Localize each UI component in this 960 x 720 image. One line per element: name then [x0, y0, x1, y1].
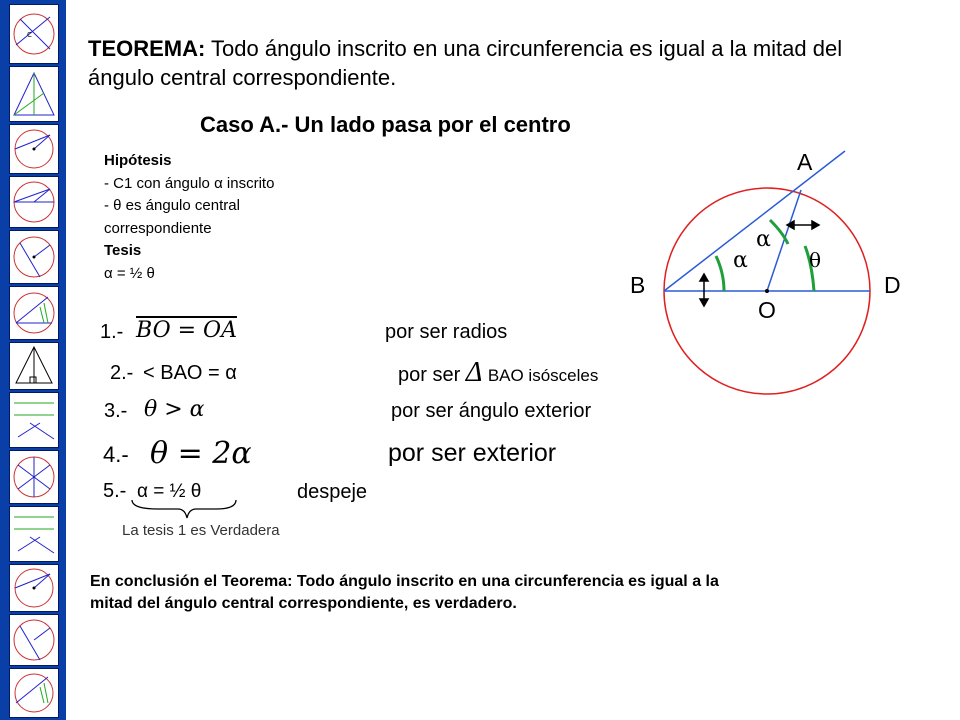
step-1-reason: por ser radios — [385, 321, 508, 343]
hypothesis-line1: - C1 con ángulo α inscrito — [104, 174, 275, 192]
theorem-text-line1: Todo ángulo inscrito en una circunferencia es igual a la mitad del — [211, 36, 843, 61]
sidebar-thumb-4[interactable] — [9, 176, 59, 228]
thesis-statement: α = ½ θ — [104, 264, 155, 282]
hypothesis-line3: correspondiente — [104, 219, 212, 237]
sidebar-thumb-5[interactable] — [9, 230, 59, 284]
label-d: D — [884, 272, 901, 298]
step-2-reason — [398, 357, 598, 389]
radius-oa — [767, 190, 801, 291]
theorem-label: TEOREMA: — [88, 36, 206, 61]
sidebar-thumb-7[interactable] — [9, 342, 59, 390]
conclusion-line1: En conclusión el Teorema: Todo ángulo inscrito en una circunferencia es igual a la — [90, 573, 719, 590]
sidebar-thumb-12[interactable] — [9, 614, 59, 666]
label-o: O — [758, 297, 776, 323]
case-title: Caso A.- Un lado pasa por el centro — [200, 112, 571, 137]
label-theta: θ — [809, 248, 822, 272]
label-alpha-a: α — [756, 227, 771, 252]
step-2-reason-post: BAO isósceles — [487, 366, 599, 385]
theorem-text-line2: ángulo central correspondiente. — [88, 65, 397, 90]
label-alpha-b: α — [733, 248, 748, 273]
geometry-figure — [620, 140, 920, 440]
step-3-number: 3.- — [104, 400, 128, 422]
step-5-number: 5.- — [103, 480, 127, 502]
alpha-arc-b — [716, 256, 724, 291]
step-2-reason-pre: por ser — [398, 364, 461, 386]
sidebar-thumb-10[interactable] — [9, 506, 59, 562]
conclusion — [90, 571, 719, 615]
curly-brace — [130, 498, 240, 520]
label-a: A — [797, 149, 813, 175]
hypothesis-line2: - θ es ángulo central — [104, 197, 240, 214]
step-2-number: 2.- — [110, 362, 134, 384]
step-4-reason: por ser exterior — [388, 439, 557, 467]
sidebar-thumb-13[interactable] — [9, 668, 59, 718]
sidebar-thumb-2[interactable] — [9, 66, 59, 122]
hypothesis-heading: Hipótesis — [104, 152, 172, 169]
sidebar — [0, 0, 66, 720]
conclusion-line2: mitad del ángulo central correspondiente, es verdadero. — [90, 595, 517, 612]
step-5-expression: α = ½ θ — [137, 481, 202, 502]
step-4-expression: θ = 2α — [150, 436, 252, 471]
thesis-heading: Tesis — [104, 242, 142, 259]
theorem-statement — [88, 34, 842, 92]
sidebar-thumb-8[interactable] — [9, 392, 59, 448]
hypothesis-block — [104, 150, 274, 285]
step-3-reason: por ser ángulo exterior — [391, 400, 592, 422]
step-3-expression: θ > α — [144, 397, 205, 422]
sidebar-thumb-3[interactable] — [9, 124, 59, 174]
svg-text:C: C — [27, 31, 32, 39]
step-2-expression: < BAO = α — [143, 362, 237, 384]
step-1-number: 1.- — [100, 321, 124, 343]
double-arrow-b — [700, 274, 708, 306]
sidebar-thumb-9[interactable] — [9, 450, 59, 504]
center-point — [765, 289, 769, 293]
sidebar-thumb-11[interactable] — [9, 564, 59, 612]
brace-note: La tesis 1 es Verdadera — [122, 522, 280, 539]
triangle-symbol: Δ — [465, 357, 483, 388]
sidebar-thumb-6[interactable] — [9, 286, 59, 340]
step-1-expression: BO = OA — [136, 318, 237, 343]
step-4-number: 4.- — [103, 442, 129, 467]
step-5-reason: despeje — [297, 481, 368, 503]
alpha-arc-a — [770, 220, 788, 244]
double-arrow-a — [787, 221, 819, 229]
label-b: B — [630, 272, 646, 298]
sidebar-thumb-1[interactable] — [9, 4, 59, 64]
